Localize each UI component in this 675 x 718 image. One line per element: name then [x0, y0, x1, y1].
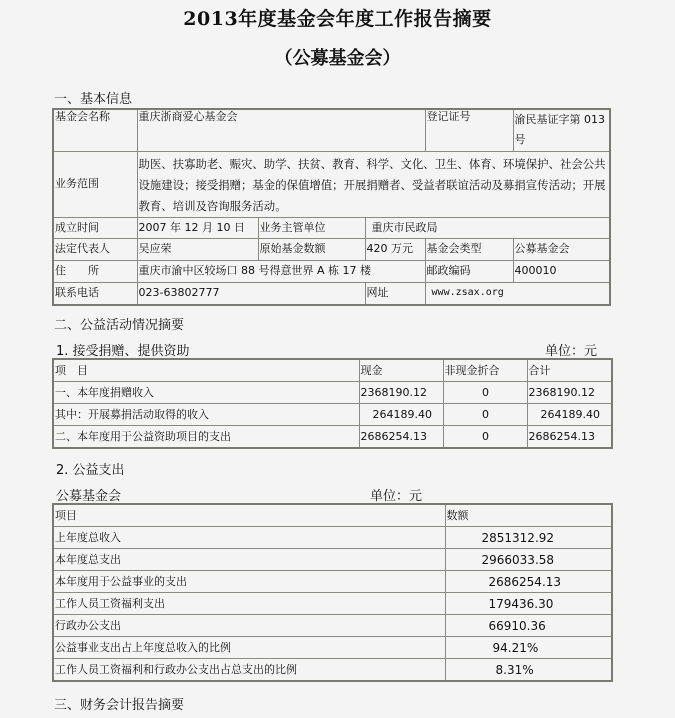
name-label: 基金会名称 [53, 109, 137, 151]
donations-table [52, 358, 613, 449]
table-row [53, 593, 612, 615]
header-amount: 数额 [445, 504, 612, 527]
row-label: 一、本年度捐赠收入 [53, 382, 359, 404]
founded-value: 2007 年 12 月 10 日 [137, 217, 258, 238]
amount-value: 8.31% [445, 659, 612, 682]
row-label: 本年度总支出 [53, 549, 445, 571]
website-label: 网址 [365, 282, 425, 305]
row-label: 工作人员工资福利和行政办公支出占总支出的比例 [53, 659, 445, 682]
table-row [53, 659, 612, 682]
amount-value: 94.21% [445, 637, 612, 659]
address-value: 重庆市渝中区较场口 88 号得意世界 A 栋 17 楼 [137, 260, 425, 282]
legal-rep-label: 法定代表人 [53, 238, 137, 260]
postcode-label: 邮政编码 [425, 260, 513, 282]
initial-fund-label: 原始基金数额 [258, 238, 365, 260]
table-row [53, 404, 612, 426]
cash-value: 2686254.13 [359, 426, 443, 449]
supervisor-value: 重庆市民政局 [365, 217, 610, 238]
sub1-unit: 单位：元 [545, 344, 598, 359]
table-header-row [53, 359, 612, 382]
section1-heading: 一、基本信息 [54, 92, 133, 107]
header-noncash: 非现金折合 [443, 359, 527, 382]
address-label: 住 所 [53, 260, 137, 282]
total-value: 2686254.13 [527, 426, 612, 449]
noncash-value: 0 [443, 382, 527, 404]
cash-value: 264189.40 [359, 404, 443, 426]
reg-label: 登记证号 [425, 109, 513, 151]
table-row [53, 382, 612, 404]
amount-value: 179436.30 [445, 593, 612, 615]
total-value: 264189.40 [527, 404, 612, 426]
row-label: 公益事业支出占上年度总收入的比例 [53, 637, 445, 659]
table-row [53, 527, 612, 549]
header-total: 合计 [527, 359, 612, 382]
type-label: 基金会类型 [425, 238, 513, 260]
scope-label: 业务范围 [53, 151, 137, 217]
section2-heading: 二、公益活动情况摘要 [54, 318, 185, 333]
website-link[interactable]: www.zsax.org [425, 282, 610, 305]
phone-value: 023-63802777 [137, 282, 365, 305]
section3-heading: 三、财务会计报告摘要 [54, 698, 185, 713]
table-row [53, 615, 612, 637]
sub2-unit: 单位：元 [370, 489, 423, 504]
header-item: 项 目 [53, 359, 359, 382]
row-label: 其中：开展募捐活动取得的收入 [53, 404, 359, 426]
table-header-row [53, 504, 612, 527]
type-value: 公募基金会 [513, 238, 610, 260]
noncash-value: 0 [443, 404, 527, 426]
noncash-value: 0 [443, 426, 527, 449]
reg-value: 渝民基证字第 013 号 [513, 109, 610, 151]
sub2-org: 公募基金会 [56, 489, 122, 504]
founded-label: 成立时间 [53, 217, 137, 238]
row-label: 工作人员工资福利支出 [53, 593, 445, 615]
phone-label: 联系电话 [53, 282, 137, 305]
amount-value: 66910.36 [445, 615, 612, 637]
table-row [53, 426, 612, 449]
row-label: 二、本年度用于公益资助项目的支出 [53, 426, 359, 449]
row-label: 上年度总收入 [53, 527, 445, 549]
row-label: 本年度用于公益事业的支出 [53, 571, 445, 593]
document-subtitle: （公募基金会） [274, 48, 401, 69]
header-cash: 现金 [359, 359, 443, 382]
total-value: 2368190.12 [527, 382, 612, 404]
table-row [53, 637, 612, 659]
sub2-heading: 2. 公益支出 [56, 463, 125, 478]
amount-value: 2966033.58 [445, 549, 612, 571]
sub1-heading: 1. 接受捐赠、提供资助 [56, 344, 190, 359]
document-title: 2013年度基金会年度工作报告摘要 [183, 8, 492, 30]
cash-value: 2368190.12 [359, 382, 443, 404]
initial-fund-value: 420 万元 [365, 238, 425, 260]
amount-value: 2851312.92 [445, 527, 612, 549]
table-row [53, 571, 612, 593]
scope-value: 助医、扶寡助老、赈灾、助学、扶贫、教育、科学、文化、卫生、体育、环境保护、社会公共设施建设；接受捐赠；基金的保值增值；开展捐赠者、受益者联谊活动及募捐宣传活动；开展教育、培训及咨询服务活动。 [137, 151, 610, 217]
name-value: 重庆浙商爱心基金会 [137, 109, 425, 151]
table-row [53, 549, 612, 571]
header-item: 项目 [53, 504, 445, 527]
row-label: 行政办公支出 [53, 615, 445, 637]
postcode-value: 400010 [513, 260, 610, 282]
basic-info-table [52, 108, 611, 306]
public-welfare-expenditure-table [52, 503, 613, 682]
legal-rep-value: 吴应荣 [137, 238, 258, 260]
supervisor-label: 业务主管单位 [258, 217, 365, 238]
amount-value: 2686254.13 [445, 571, 612, 593]
